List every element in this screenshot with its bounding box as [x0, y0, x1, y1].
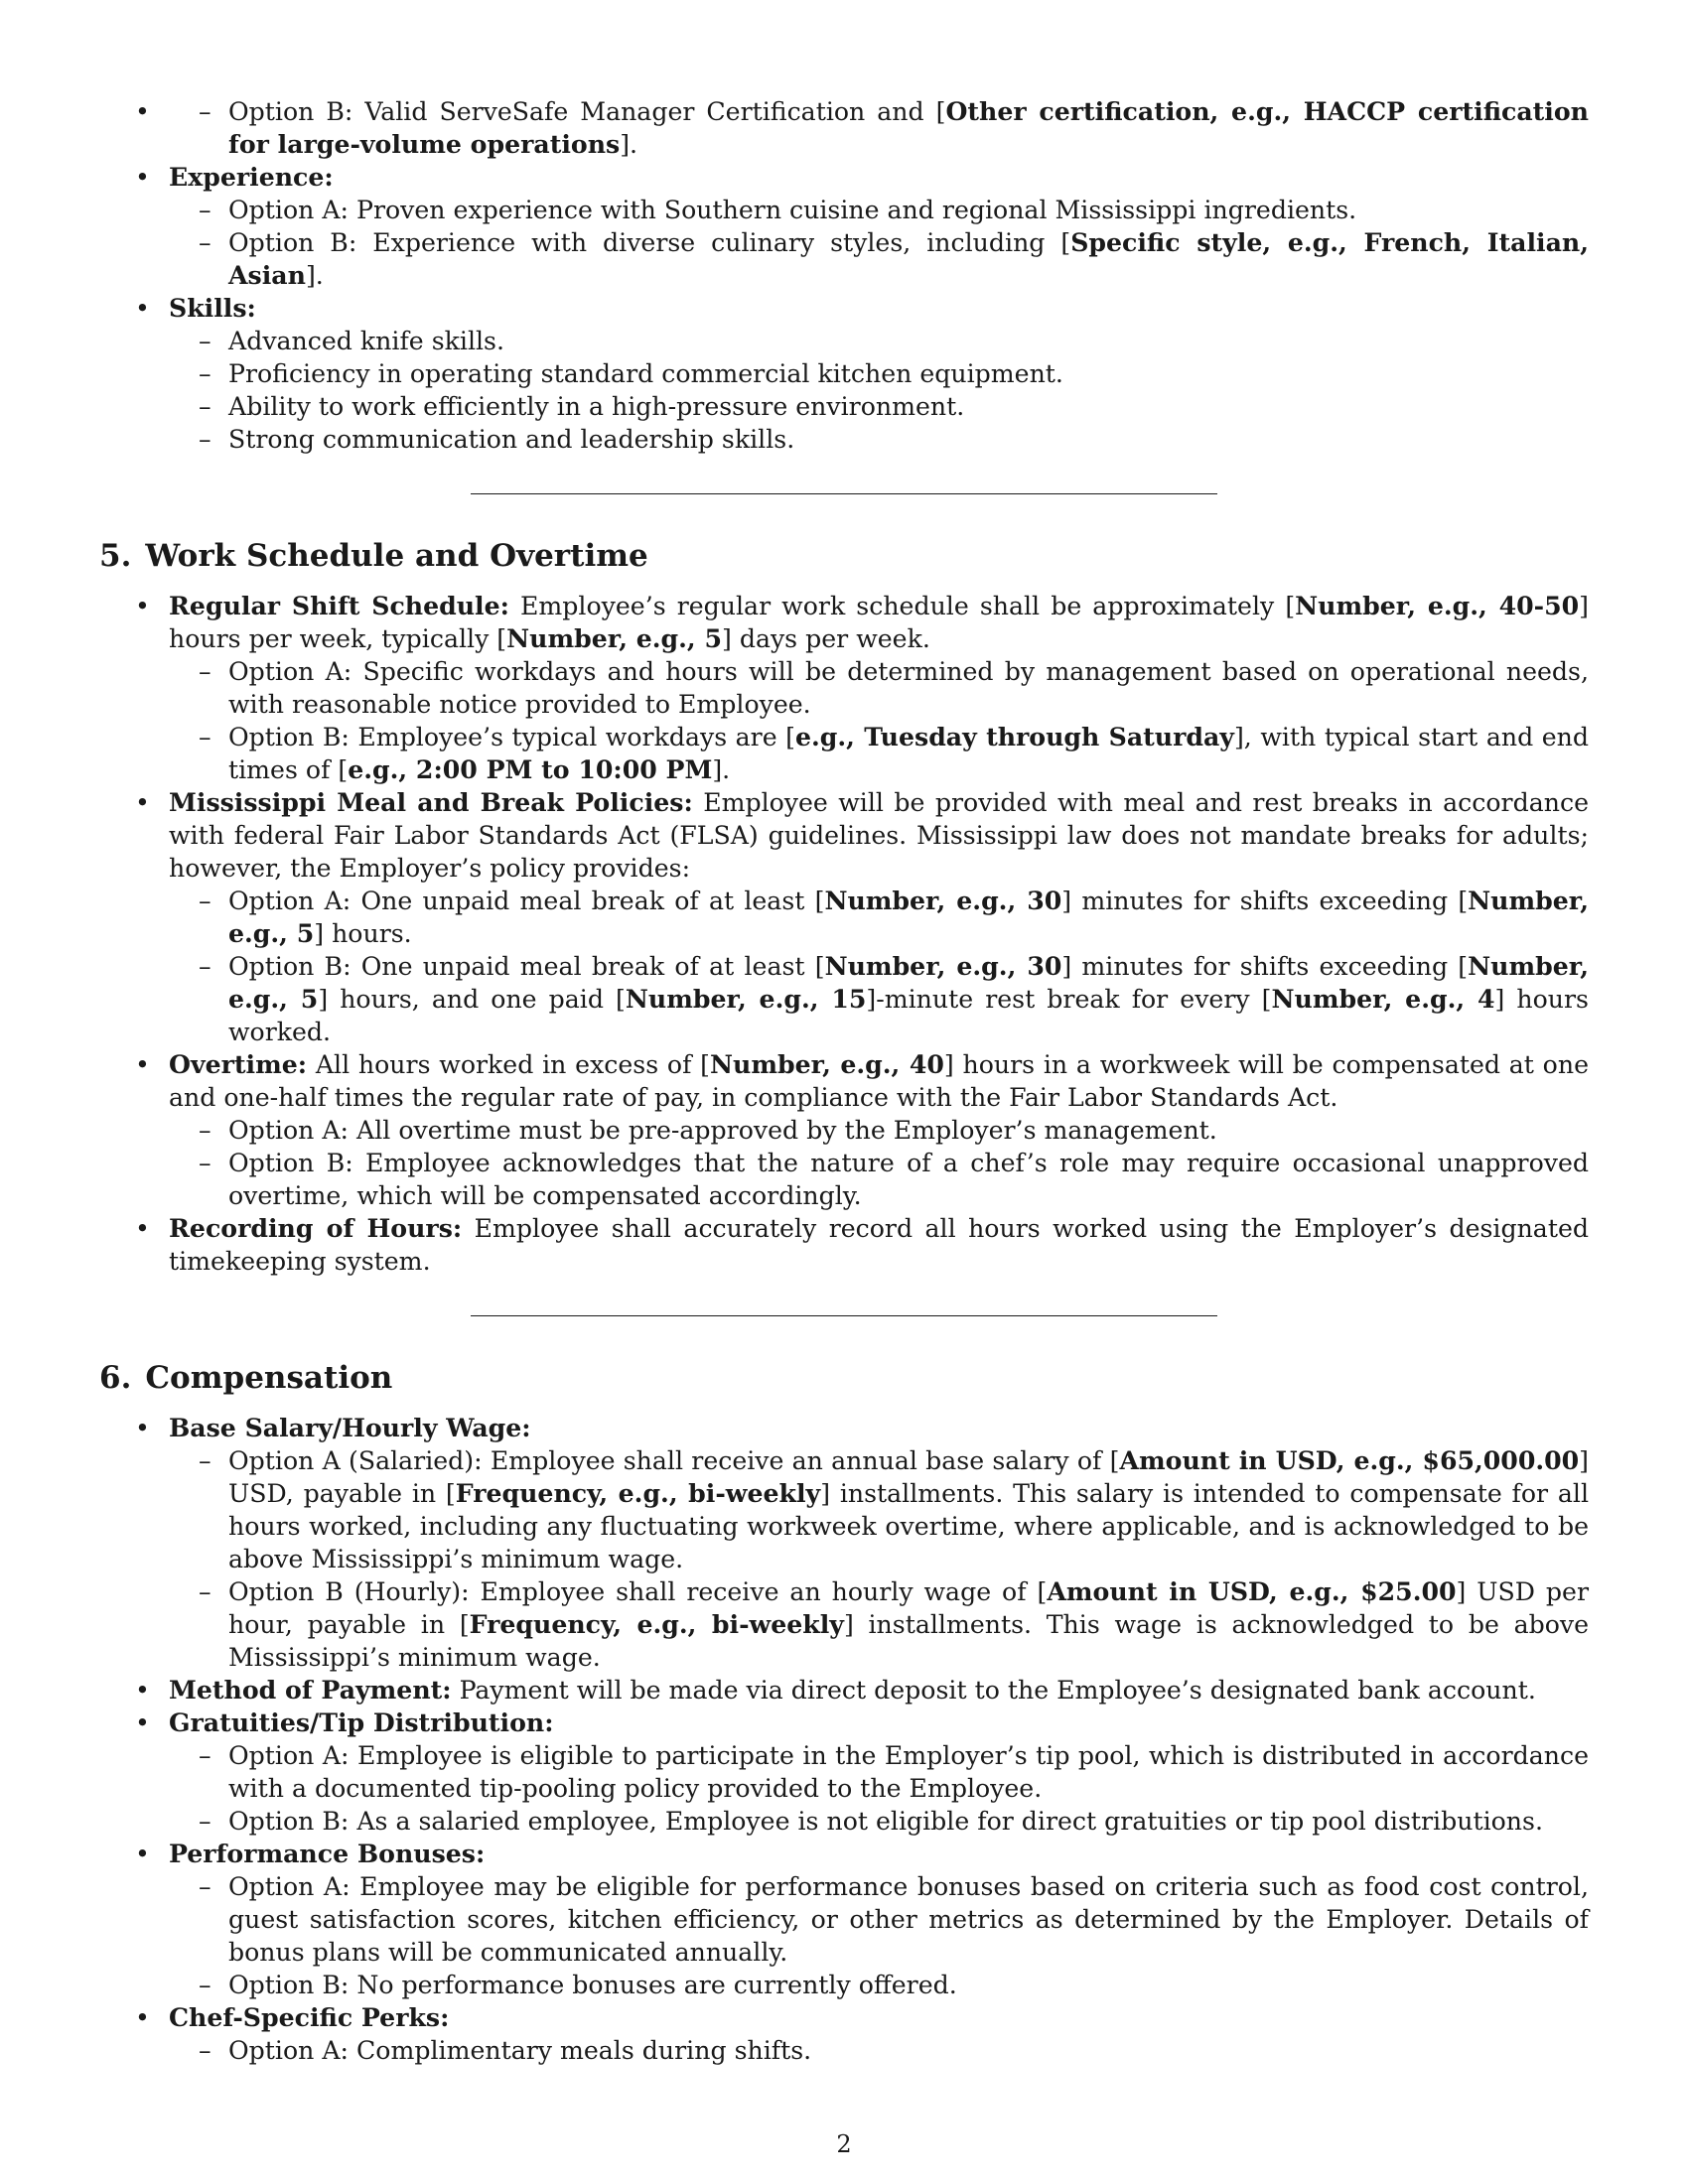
section-5-list [99, 590, 1589, 1278]
perks-item: • Chef-Specific Perks: – Option A: Complimentary meals during shifts. [99, 2001, 1589, 2067]
overtime-item: • Overtime: All hours worked in excess of [Number, e.g., 40] hours in a workweek will be compensated at one and one-half times the regular rate of pay, in compliance with the Fair Labor Standards Act. – Option A: All overtime must be pre-approved by the Employer’s management. – Option B: Employee acknowledges that the nature of a chef’s role may require occasional unapproved overtime, which will be compensated accordingly. [99, 1048, 1589, 1212]
overtime-option-b: – Option B: Employee acknowledges that the nature of a chef’s role may require occasional unapproved overtime, which will be compensated accordingly. [169, 1147, 1589, 1212]
experience-option-a: – Option A: Proven experience with Southern cuisine and regional Mississippi ingredients. [169, 194, 1589, 226]
overtime-option-a: – Option A: All overtime must be pre-approved by the Employer’s management. [169, 1114, 1589, 1147]
qualifications-list [99, 95, 1589, 456]
salary-option-b: – Option B (Hourly): Employee shall receive an hourly wage of [Amount in USD, e.g., $25.00] USD per hour, payable in [Frequency, e.g., bi-weekly] installments. This wage is acknowledged to be above Mississippi’s minimum wage. [169, 1575, 1589, 1674]
bonuses-item: • Performance Bonuses: – Option A: Employee may be eligible for performance bonuses based on criteria such as food cost control, guest satisfaction scores, kitchen efficiency, or other metrics as determined by the Employer. Details of bonus plans will be communicated annually. – Option B: No performance bonuses are currently offered. [99, 1838, 1589, 2001]
experience-label: Experience: [169, 162, 334, 192]
section-divider [471, 493, 1217, 494]
section-divider [471, 1315, 1217, 1316]
shift-option-b: – Option B: Employee’s typical workdays are [e.g., Tuesday through Saturday], with typical start and end times of [e.g., 2:00 PM to 10:00 PM]. [169, 721, 1589, 786]
payment-method-item: • Method of Payment: Payment will be made via direct deposit to the Employee’s designated bank account. [99, 1674, 1589, 1706]
skill-entry: – Proficiency in operating standard commercial kitchen equipment. [169, 357, 1589, 390]
section-heading-6: 6. Compensation [99, 1360, 393, 1396]
experience-item [99, 161, 1589, 292]
shift-option-a: – Option A: Specific workdays and hours will be determined by management based on operational needs, with reasonable notice provided to Employee. [169, 655, 1589, 721]
salary-option-a: – Option A (Salaried): Employee shall receive an annual base salary of [Amount in USD, e.g., $65,000.00] USD, payable in [Frequency, e.g., bi-weekly] installments. This salary is intended to compensate for all hours worked, including any fluctuating workweek overtime, where applicable, and is acknowledged to be above Mississippi’s minimum wage. [169, 1444, 1589, 1575]
base-salary-item: • Base Salary/Hourly Wage: – Option A (Salaried): Employee shall receive an annual base salary of [Amount in USD, e.g., $65,000.00] USD, payable in [Frequency, e.g., bi-weekly] installments. This salary is intended to compensate for all hours worked, including any fluctuating workweek overtime, where applicable, and is acknowledged to be above Mississippi’s minimum wage. – Option B (Hourly): Employee shall receive an hourly wage of [Amount in USD, e.g., $25.00] USD per hour, payable in [Frequency, e.g., bi-weekly] installments. This wage is acknowledged to be above Mississippi’s minimum wage. [99, 1412, 1589, 1674]
certification-option-b: – • Option B: Valid ServeSafe Manager Certification and [Other certification, e.g., HACCP certification for large-volume operations]. [169, 95, 1589, 161]
gratuities-option-b: – Option B: As a salaried employee, Employee is not eligible for direct gratuities or tip pool distributions. [169, 1805, 1589, 1838]
certification-continuation [99, 95, 1589, 161]
recording-hours-item: • Recording of Hours: Employee shall accurately record all hours worked using the Employer’s designated timekeeping system. [99, 1212, 1589, 1278]
section-6-list [99, 1412, 1589, 2067]
document-page [99, 95, 1589, 2067]
perks-option-a: – Option A: Complimentary meals during shifts. [169, 2034, 1589, 2067]
break-option-b: – Option B: One unpaid meal break of at least [Number, e.g., 30] minutes for shifts exceeding [Number, e.g., 5] hours, and one paid [Number, e.g., 15]-minute rest break for every [Number, e.g., 4] hours worked. [169, 950, 1589, 1048]
skills-label: Skills: [169, 293, 256, 323]
bonuses-option-b: – Option B: No performance bonuses are currently offered. [169, 1969, 1589, 2001]
skill-entry: – Ability to work efficiently in a high-pressure environment. [169, 390, 1589, 423]
experience-option-b: – Option B: Experience with diverse culinary styles, including [Specific style, e.g., French, Italian, Asian]. [169, 226, 1589, 292]
bonuses-option-a: – Option A: Employee may be eligible for performance bonuses based on criteria such as food cost control, guest satisfaction scores, kitchen efficiency, or other metrics as determined by the Employer. Details of bonus plans will be communicated annually. [169, 1870, 1589, 1969]
skill-entry: – Advanced knife skills. [169, 325, 1589, 357]
shift-schedule-item: • Regular Shift Schedule: Employee’s regular work schedule shall be approximately [Number, e.g., 40-50] hours per week, typically [Number, e.g., 5] days per week. – Option A: Specific workdays and hours will be determined by management based on operational needs, with reasonable notice provided to Employee. – Option B: Employee’s typical workdays are [e.g., Tuesday through Saturday], with typical start and end times of [e.g., 2:00 PM to 10:00 PM]. [99, 590, 1589, 786]
section-heading-5: 5. Work Schedule and Overtime [99, 538, 648, 574]
gratuities-option-a: – Option A: Employee is eligible to participate in the Employer’s tip pool, which is distributed in accordance with a documented tip-pooling policy provided to the Employee. [169, 1739, 1589, 1805]
skills-item [99, 292, 1589, 456]
break-option-a: – Option A: One unpaid meal break of at least [Number, e.g., 30] minutes for shifts exceeding [Number, e.g., 5] hours. [169, 885, 1589, 950]
page-number: 2 [836, 2130, 852, 2158]
gratuities-item: • Gratuities/Tip Distribution: – Option A: Employee is eligible to participate in the Employer’s tip pool, which is distributed in accordance with a documented tip-pooling policy provided to the Employee. – Option B: As a salaried employee, Employee is not eligible for direct gratuities or tip pool distributions. [99, 1706, 1589, 1838]
meal-break-item: • Mississippi Meal and Break Policies: Employee will be provided with meal and rest breaks in accordance with federal Fair Labor Standards Act (FLSA) guidelines. Mississippi law does not mandate breaks for adults; however, the Employer’s policy provides: – Option A: One unpaid meal break of at least [Number, e.g., 30] minutes for shifts exceeding [Number, e.g., 5] hours. – Option B: One unpaid meal break of at least [Number, e.g., 30] minutes for shifts exceeding [Number, e.g., 5] hours, and one paid [Number, e.g., 15]-minute rest break for every [Number, e.g., 4] hours worked. [99, 786, 1589, 1048]
skill-entry: – Strong communication and leadership skills. [169, 423, 1589, 456]
